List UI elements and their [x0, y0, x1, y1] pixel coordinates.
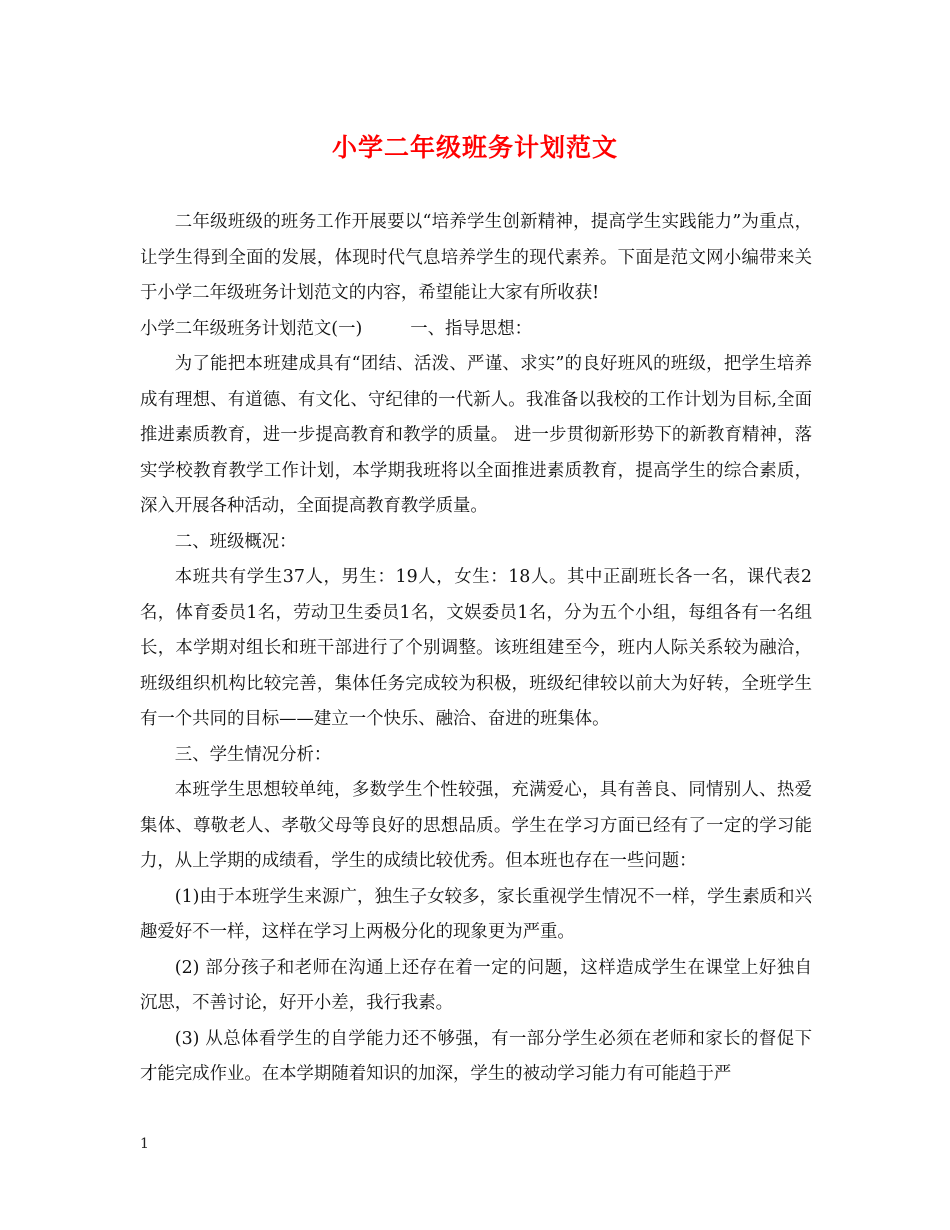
paragraph-guiding-thought: 为了能把本班建成具有“团结、活泼、严谨、求实”的良好班风的班级，把学生培养成有理想、有道德、有文化、守纪律的一代新人。我准备以我校的工作计划为目标,全面推进素质教育，进一步提高教育和教学的质量。 进一步贯彻新形势下的新教育精神，落实学校教育教学工作计划，本学期我班将以全面推进素质教育，提高学生的综合素质，深入开展各种活动，全面提高教育教学质量。 [140, 354, 812, 516]
heading-class-overview: 二、班级概况： [174, 531, 297, 552]
paragraph-student-analysis: 本班学生思想较单纯，多数学生个性较强，充满爱心，具有善良、同情别人、热爱集体、尊敬老人、孝敬父母等良好的思想品质。学生在学习方面已经有了一定的学习能力，从上学期的成绩看，学生的成绩比较优秀。但本班也存在一些问题： [140, 780, 812, 871]
document-body [140, 205, 812, 1093]
section-line [140, 312, 812, 348]
page-number: 1 [140, 1136, 149, 1152]
heading-student-analysis: 三、学生情况分析： [174, 744, 332, 765]
heading-guiding-thought: 一、指导思想： [410, 318, 533, 339]
list-item-1: (1)由于本班学生来源广，独生子女较多，家长重视学生情况不一样，学生素质和兴趣爱好不一样，这样在学习上两极分化的现象更为严重。 [140, 886, 812, 942]
intro-paragraph: 二年级班级的班务工作开展要以“培养学生创新精神，提高学生实践能力”为重点，让学生得到全面的发展，体现时代气息培养学生的现代素养。下面是范文网小编带来关于小学二年级班务计划范文的内容，希望能让大家有所收获! [140, 212, 812, 303]
list-item-2: (2) 部分孩子和老师在沟通上还存在着一定的问题，这样造成学生在课堂上好独自沉思，不善讨论，好开小差，我行我素。 [140, 957, 812, 1013]
list-item-3: (3) 从总体看学生的自学能力还不够强，有一部分学生必须在老师和家长的督促下才能完成作业。在本学期随着知识的加深，学生的被动学习能力有可能趋于严 [140, 1028, 812, 1084]
document-title: 小学二年级班务计划范文 [331, 133, 618, 162]
section-title: 小学二年级班务计划范文(一) [140, 318, 363, 339]
paragraph-class-overview: 本班共有学生37人，男生：19人，女生：18人。其中正副班长各一名，课代表2名，体育委员1名，劳动卫生委员1名，文娱委员1名，分为五个小组，每组各有一名组长，本学期对组长和班干部进行了个别调整。该班组建至今，班内人际关系较为融洽，班级组织机构比较完善，集体任务完成较为积极，班级纪律较以前大为好转，全班学生有一个共同的目标——建立一个快乐、融洽、奋进的班集体。 [140, 567, 812, 729]
